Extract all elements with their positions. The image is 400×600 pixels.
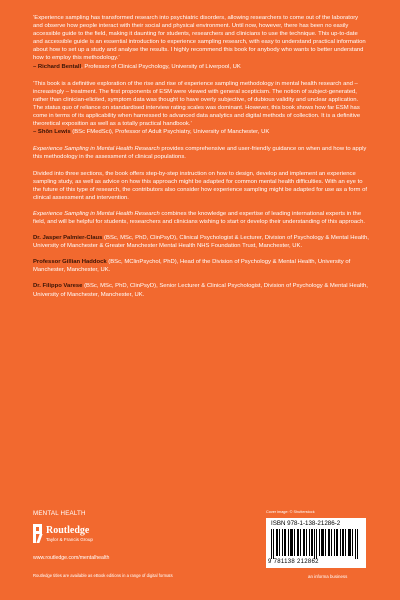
description-paragraph-2 [33,170,369,202]
publisher-group: Taylor & Francis Group [46,537,93,542]
publisher-name: Routledge [46,525,90,536]
informa-tagline: an informa business [308,574,348,579]
editor-2-bio: (BSc, MClinPsychol, PhD), Head of the Division of Psychology & Mental Health, University of Manchester, Manchester, UK. [33,259,351,274]
endorsement-2-name: – Shôn Lewis [33,129,71,136]
cover-image-credit: Cover image: © Shutterstock [266,510,315,514]
endorsement-2-text: ‘This book is a definitive exploration of the rise and rise of experience sampling methodology in mental health research and – increasingly – treatment. The first proponents of ESM were viewed with general scepticism. The notion of subject-generated, rather than clinician-elicited, symptom data was thought to have overly subjective, of dubious validity and unclear application. The status quo of reliance on standardised interview rating scales was dominant. However, this book shows how far ESM has come in terms of its applicability when harnessed to advanced data analytics and digital methods of collection. It is a definitive theoretical exposition as well as a totally practical handbook.’ [33,80,361,128]
endorsement-1-name: – Richard Bentall [33,63,82,70]
endorsement-1-credential: , Professor of Clinical Psychology, University of Liverpool, UK [81,63,241,70]
editor-2-name: Professor Gillian Haddock [33,259,107,266]
editor-1-name: Dr. Jasper Palmier-Claus [33,235,103,242]
publisher-url: www.routledge.com/mentalhealth [33,555,110,561]
barcode-icon [271,529,361,559]
editor-bio-1 [33,234,369,250]
cover-text [33,14,369,307]
endorsement-1 [33,14,369,71]
description-3-text: combines the knowledge and expertise of leading international experts in the field, and will be helpful for students, researchers and clinicians wishing to start or develop their understanding of this approach. [33,210,366,225]
isbn: ISBN 978-1-138-21286-2 [271,520,341,527]
editor-bio-2 [33,258,369,274]
editor-bio-3 [33,282,369,298]
endorsement-2 [33,80,369,137]
description-paragraph-3 [33,210,369,226]
barcode-panel [266,518,366,568]
description-paragraph-1 [33,145,369,161]
barcode-number: 9 781138 212862 [268,559,319,565]
editor-3-bio: (BSc, MSc, PhD, ClinPsyD), Senior Lecturer & Clinical Psychologist, Division of Psychology & Mental Health, University of Manchester, Manchester, UK. [33,283,368,298]
description-1-text: provides comprehensive and user-friendly guidance on when and how to apply this methodology in the assessment of clinical populations. [33,146,367,161]
ebook-note: Routledge titles are available as eBook editions in a range of digital formats [33,573,173,578]
endorsement-1-text: ‘Experience sampling has transformed research into psychiatric disorders, allowing researchers to come out of the laboratory and observe how people interact with their social and physical environment. Until now, however, there has been no easily accessible guide to the field, making it daunting for students, researchers and clinicians to use the technique. This up-to-date and accessible guide is an essential introduction to experience sampling research, with easy to understand practical information about how to set up a study and analyse the results. I highly recommend this book for anybody who wants to better understand how to employ this methodology.’ [33,15,366,62]
subject-category: MENTAL HEALTH [33,510,86,517]
book-title: Experience Sampling in Mental Health Research [33,210,160,217]
endorsement-2-credential: (BSc FMedSci), Professor of Adult Psychiatry, University of Manchester, UK [70,129,270,136]
editor-3-name: Dr. Filippo Varese [33,283,83,290]
book-title: Experience Sampling in Mental Health Research [33,146,160,153]
editor-1-bio: (BSc, MSc, PhD, ClinPsyD), Clinical Psychologist & Lecturer, Division of Psychology & Mental Health, University of Manchester & Greater Manchester Mental Health NHS Foundation Trust, Manchester, UK. [33,235,369,250]
routledge-icon [33,524,42,543]
publisher-logo [33,524,143,548]
description-2-text: Divided into three sections, the book offers step-by-step instruction on how to design, develop and implement an experience sampling study, as well as advice on how this approach might be adapted for common mental health difficulties. With an eye to the future of this type of research, the contributors also consider how experience sampling might be adapted for use as a form of clinical assessment and intervention. [33,170,367,201]
